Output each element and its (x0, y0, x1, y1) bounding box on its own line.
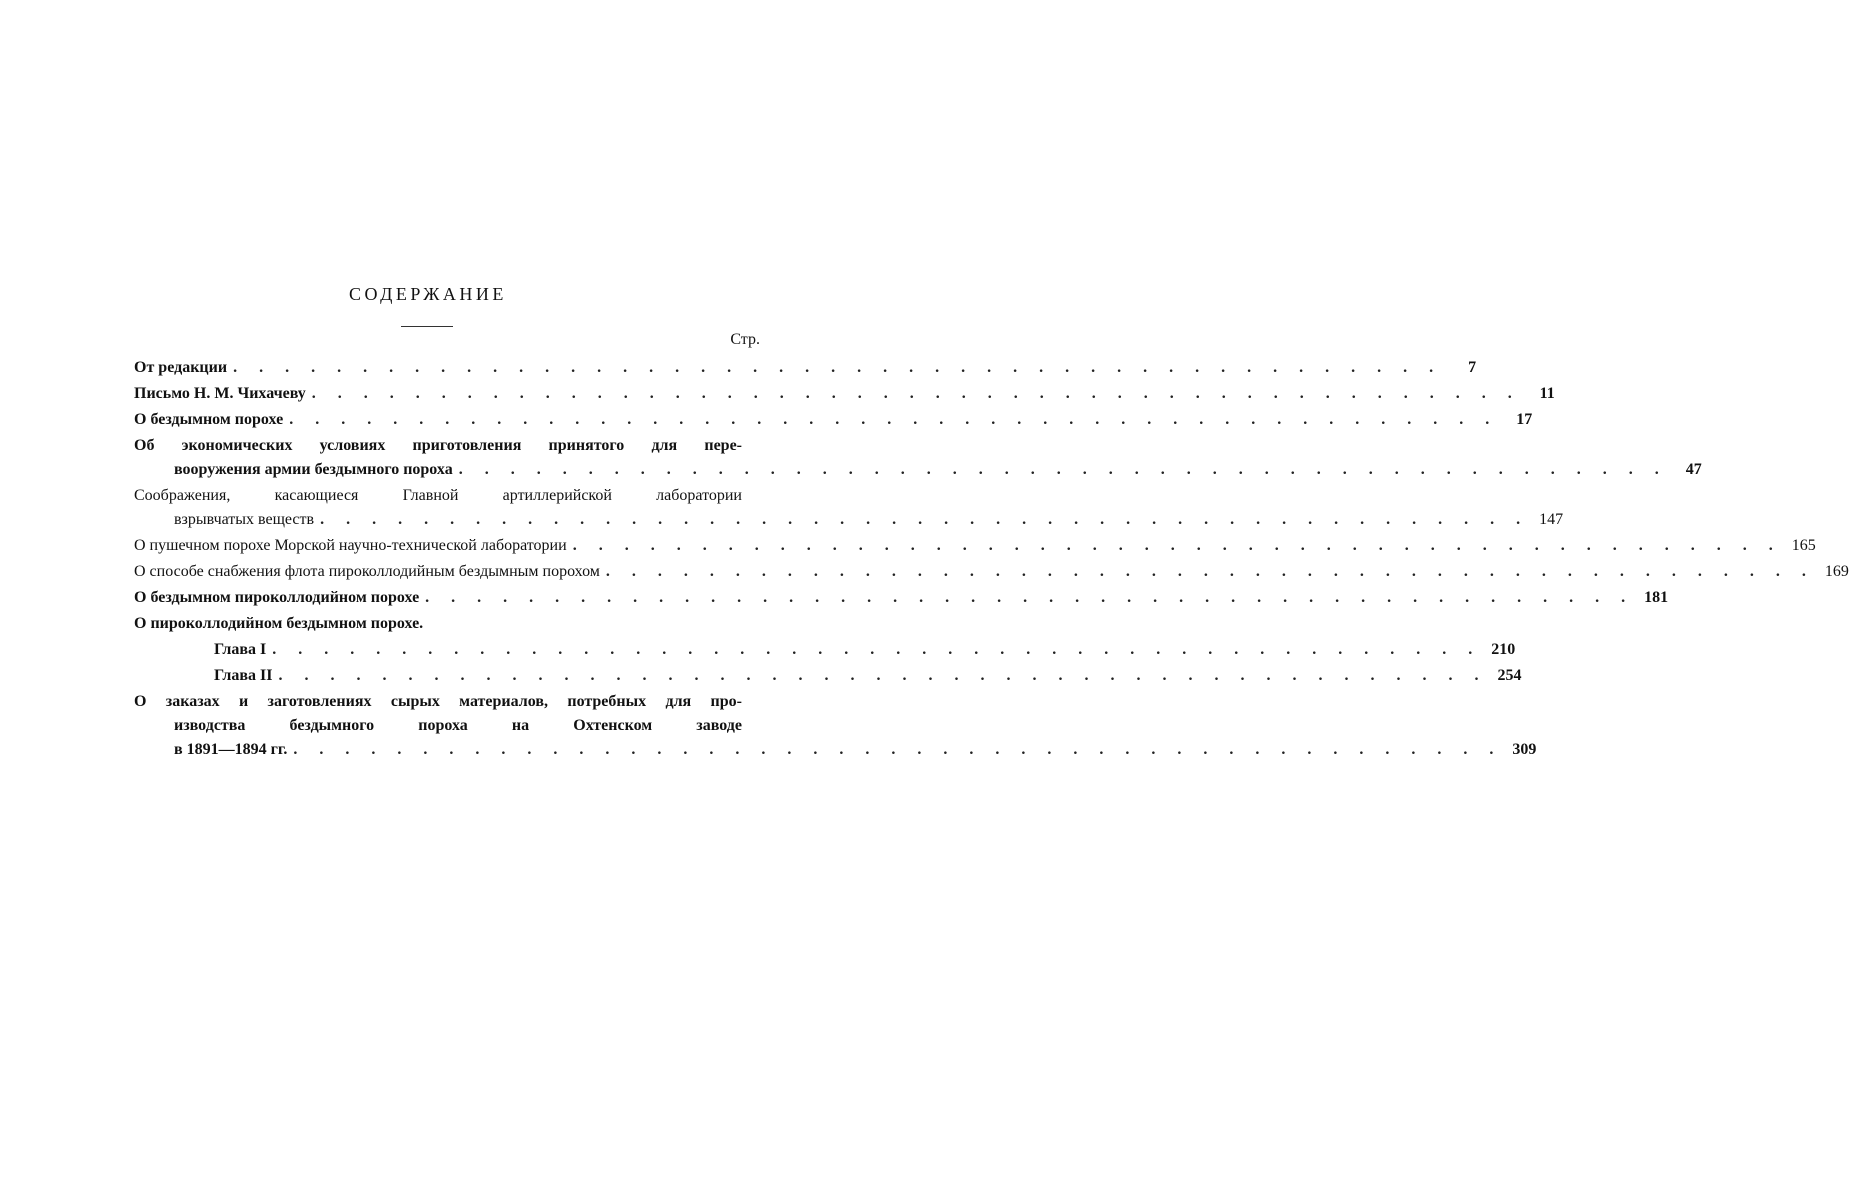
dot-leaders: . . . . . . . . . . . . . . . . . . . . . . . . . . . . . . . . . . . . . . . . . . . . . . . (572, 537, 1782, 554)
table-of-contents (134, 356, 1849, 764)
dot-leaders: . . . . . . . . . . . . . . . . . . . . . . . . . . . . . . . . . . . . . . . . . . . . . . . (311, 385, 1521, 402)
dot-leaders: . . . . . . . . . . . . . . . . . . . . . . . . . . . . . . . . . . . . . . . . . . . . . . . (293, 741, 1503, 758)
toc-entry (134, 690, 1537, 762)
toc-entry-page: 169 (1824, 563, 1849, 580)
toc-subentry-title: Глава II (214, 667, 273, 684)
toc-entry-title: Соображения, касающиеся Главной артиллерийской лаборатории (134, 487, 742, 504)
toc-entry-page: 309 (1512, 741, 1537, 758)
toc-entry-title: Об экономических условиях приготовления принятого для пере- (134, 437, 742, 454)
toc-entry-title: О бездымном пироколлодийном порохе (134, 589, 420, 606)
toc-entry (134, 434, 1702, 482)
toc-entry-title-continued: изводства бездымного пороха на Охтенском заводе (174, 717, 742, 734)
dot-leaders: . . . . . . . . . . . . . . . . . . . . . . . . . . . . . . . . . . . . . . . . . . . . . . . (605, 563, 1815, 580)
toc-entry-title: О пушечном порохе Морской научно-технической лаборатории (134, 537, 567, 554)
toc-entry (134, 484, 1564, 532)
page-column-label: Стр. (730, 331, 760, 348)
dot-leaders: . . . . . . . . . . . . . . . . . . . . . . . . . . . . . . . . . . . . . . . . . . . . . . . (289, 411, 1499, 428)
dot-leaders: . . . . . . . . . . . . . . . . . . . . . . . . . . . . . . . . . . . . . . . . . . . . . . . (278, 667, 1488, 684)
toc-subentry (134, 638, 1516, 662)
toc-subentry-title: Глава I (214, 641, 267, 658)
toc-entry (134, 534, 1816, 558)
toc-entry-title: О пироколлодийном бездымном порохе. (134, 615, 424, 632)
page-title: СОДЕРЖАНИЕ (349, 284, 507, 304)
toc-entry-page: 254 (1497, 667, 1522, 684)
toc-entry-page: 11 (1539, 385, 1555, 402)
toc-entry-title-continued: вооружения армии бездымного пороха (174, 461, 453, 478)
toc-entry-page: 47 (1685, 461, 1702, 478)
toc-entry-page: 181 (1644, 589, 1669, 606)
title-divider (401, 326, 453, 327)
toc-entry-page: 147 (1539, 511, 1564, 528)
toc-entry-page: 210 (1491, 641, 1516, 658)
toc-entry-title-continued: в 1891—1894 гг. (174, 741, 288, 758)
toc-entry (134, 560, 1849, 584)
toc-entry-title: От редакции (134, 359, 228, 376)
toc-entry-title: О способе снабжения флота пироколлодийным бездымным порохом (134, 563, 600, 580)
toc-entry (134, 408, 1533, 432)
toc-entry-title: Письмо Н. М. Чихачеву (134, 385, 306, 402)
toc-entry (134, 612, 742, 636)
toc-entry (134, 382, 1555, 406)
toc-entry (134, 356, 1477, 380)
toc-entry-title: О бездымном порохе (134, 411, 284, 428)
toc-entry-page: 165 (1791, 537, 1816, 554)
toc-entry (134, 586, 1669, 610)
dot-leaders: . . . . . . . . . . . . . . . . . . . . . . . . . . . . . . . . . . . . . . . . . . . . . . . (272, 641, 1482, 658)
dot-leaders: . . . . . . . . . . . . . . . . . . . . . . . . . . . . . . . . . . . . . . . . . . . . . . . (233, 359, 1443, 376)
dot-leaders: . . . . . . . . . . . . . . . . . . . . . . . . . . . . . . . . . . . . . . . . . . . . . . . (320, 511, 1530, 528)
toc-subentry (134, 664, 1522, 688)
toc-entry-page: 7 (1468, 359, 1477, 376)
toc-entry-title-continued: взрывчатых веществ (174, 511, 315, 528)
toc-entry-title: О заказах и заготовлениях сырых материалов, потребных для про- (134, 693, 742, 710)
toc-entry-page: 17 (1516, 411, 1533, 428)
dot-leaders: . . . . . . . . . . . . . . . . . . . . . . . . . . . . . . . . . . . . . . . . . . . . . . . (425, 589, 1635, 606)
dot-leaders: . . . . . . . . . . . . . . . . . . . . . . . . . . . . . . . . . . . . . . . . . . . . . . . (458, 461, 1668, 478)
